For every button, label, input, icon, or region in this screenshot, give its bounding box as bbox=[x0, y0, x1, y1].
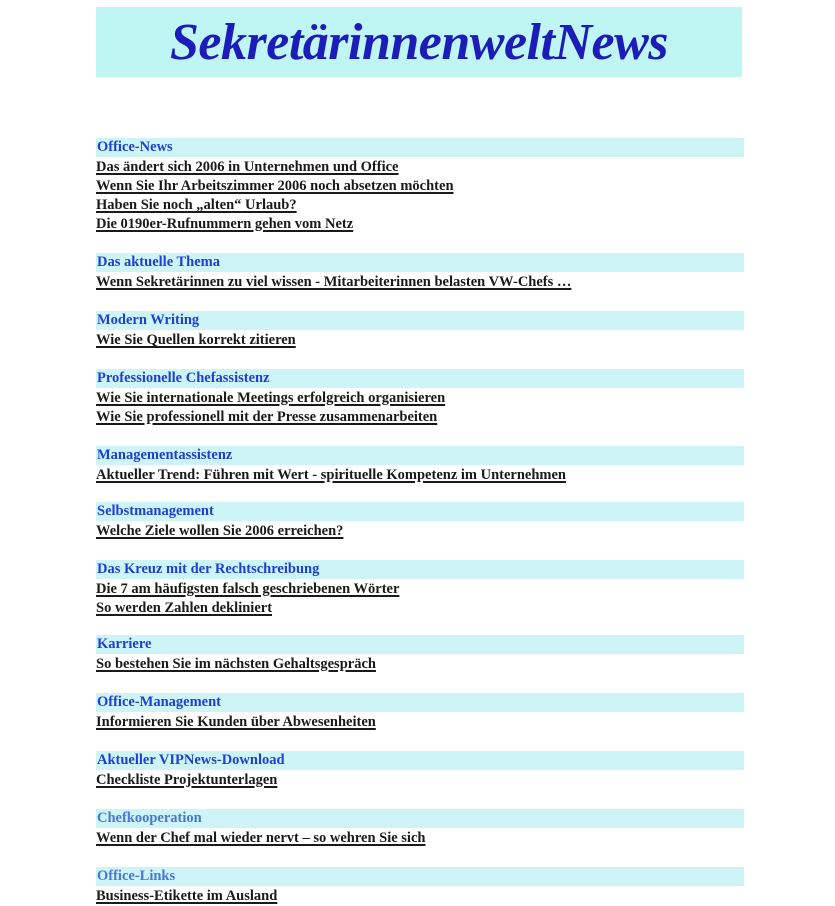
article-link-list bbox=[96, 886, 744, 905]
newsletter-title: SekretärinnenweltNews bbox=[170, 13, 668, 71]
article-link[interactable]: Wie Sie internationale Meetings erfolgreich organisieren bbox=[96, 390, 446, 406]
section-header: Das Kreuz mit der Rechtschreibung bbox=[96, 560, 744, 579]
article-link-list bbox=[96, 579, 744, 617]
article-link[interactable]: So werden Zahlen dekliniert bbox=[96, 600, 273, 616]
list-item bbox=[96, 886, 744, 905]
section-das-aktuelle-thema bbox=[96, 253, 744, 291]
section-header: Chefkooperation bbox=[96, 809, 744, 828]
newsletter-contents bbox=[96, 118, 744, 905]
section-professionelle-chefassistenz bbox=[96, 369, 744, 426]
section-office-links bbox=[96, 867, 744, 905]
list-item bbox=[96, 521, 744, 540]
article-link-list bbox=[96, 654, 744, 673]
section-header: Karriere bbox=[96, 635, 744, 654]
section-header: Office-Management bbox=[96, 693, 744, 712]
article-link-list bbox=[96, 388, 744, 426]
article-link[interactable]: Aktueller Trend: Führen mit Wert - spirituelle Kompetenz im Unternehmen bbox=[96, 467, 566, 483]
list-item bbox=[96, 272, 744, 291]
section-managementassistenz bbox=[96, 446, 744, 484]
section-aktueller-vipnews-download bbox=[96, 751, 744, 789]
section-header: Office-Links bbox=[96, 867, 744, 886]
article-link[interactable]: Haben Sie noch „alten“ Urlaub? bbox=[96, 197, 297, 213]
article-link[interactable]: Das ändert sich 2006 in Unternehmen und Office bbox=[96, 159, 399, 175]
list-item bbox=[96, 157, 744, 176]
section-header: Aktueller VIPNews-Download bbox=[96, 751, 744, 770]
section-header: Managementassistenz bbox=[96, 446, 744, 465]
article-link-list bbox=[96, 828, 744, 847]
article-link[interactable]: Welche Ziele wollen Sie 2006 erreichen? bbox=[96, 523, 344, 539]
section-header: Office-News bbox=[96, 138, 744, 157]
article-link[interactable]: Wenn Sie Ihr Arbeitszimmer 2006 noch absetzen möchten bbox=[96, 178, 454, 194]
section-header: Das aktuelle Thema bbox=[96, 253, 744, 272]
article-link[interactable]: Informieren Sie Kunden über Abwesenheiten bbox=[96, 714, 376, 730]
article-link-list bbox=[96, 521, 744, 540]
list-item bbox=[96, 598, 744, 617]
article-link[interactable]: Die 7 am häufigsten falsch geschriebenen Wörter bbox=[96, 581, 400, 597]
article-link[interactable]: Wenn der Chef mal wieder nervt – so wehren Sie sich bbox=[96, 830, 426, 846]
article-link[interactable]: Wenn Sekretärinnen zu viel wissen - Mitarbeiterinnen belasten VW-Chefs … bbox=[96, 274, 572, 290]
article-link[interactable]: Checkliste Projektunterlagen bbox=[96, 772, 278, 788]
article-link[interactable]: Wie Sie professionell mit der Presse zusammenarbeiten bbox=[96, 409, 438, 425]
article-link[interactable]: Business-Etikette im Ausland bbox=[96, 888, 278, 904]
list-item bbox=[96, 195, 744, 214]
section-chefkooperation bbox=[96, 809, 744, 847]
list-item bbox=[96, 330, 744, 349]
section-office-management bbox=[96, 693, 744, 731]
section-modern-writing bbox=[96, 311, 744, 349]
section-header: Professionelle Chefassistenz bbox=[96, 369, 744, 388]
list-item bbox=[96, 407, 744, 426]
section-office-news bbox=[96, 138, 744, 233]
list-item bbox=[96, 214, 744, 233]
article-link-list bbox=[96, 330, 744, 349]
section-karriere bbox=[96, 635, 744, 673]
list-item bbox=[96, 828, 744, 847]
article-link-list bbox=[96, 712, 744, 731]
article-link[interactable]: Wie Sie Quellen korrekt zitieren bbox=[96, 332, 296, 348]
article-link-list bbox=[96, 272, 744, 291]
list-item bbox=[96, 388, 744, 407]
list-item bbox=[96, 654, 744, 673]
article-link-list bbox=[96, 465, 744, 484]
section-selbstmanagement bbox=[96, 502, 744, 540]
article-link[interactable]: So bestehen Sie im nächsten Gehaltsgespräch bbox=[96, 656, 376, 672]
article-link-list bbox=[96, 157, 744, 233]
list-item bbox=[96, 770, 744, 789]
list-item bbox=[96, 579, 744, 598]
section-header: Selbstmanagement bbox=[96, 502, 744, 521]
article-link-list bbox=[96, 770, 744, 789]
list-item bbox=[96, 465, 744, 484]
list-item bbox=[96, 176, 744, 195]
article-link[interactable]: Die 0190er-Rufnummern gehen vom Netz bbox=[96, 216, 354, 232]
section-das-kreuz-mit-der-rechtschreibung bbox=[96, 560, 744, 617]
newsletter-banner bbox=[96, 7, 742, 77]
section-header: Modern Writing bbox=[96, 311, 744, 330]
list-item bbox=[96, 712, 744, 731]
